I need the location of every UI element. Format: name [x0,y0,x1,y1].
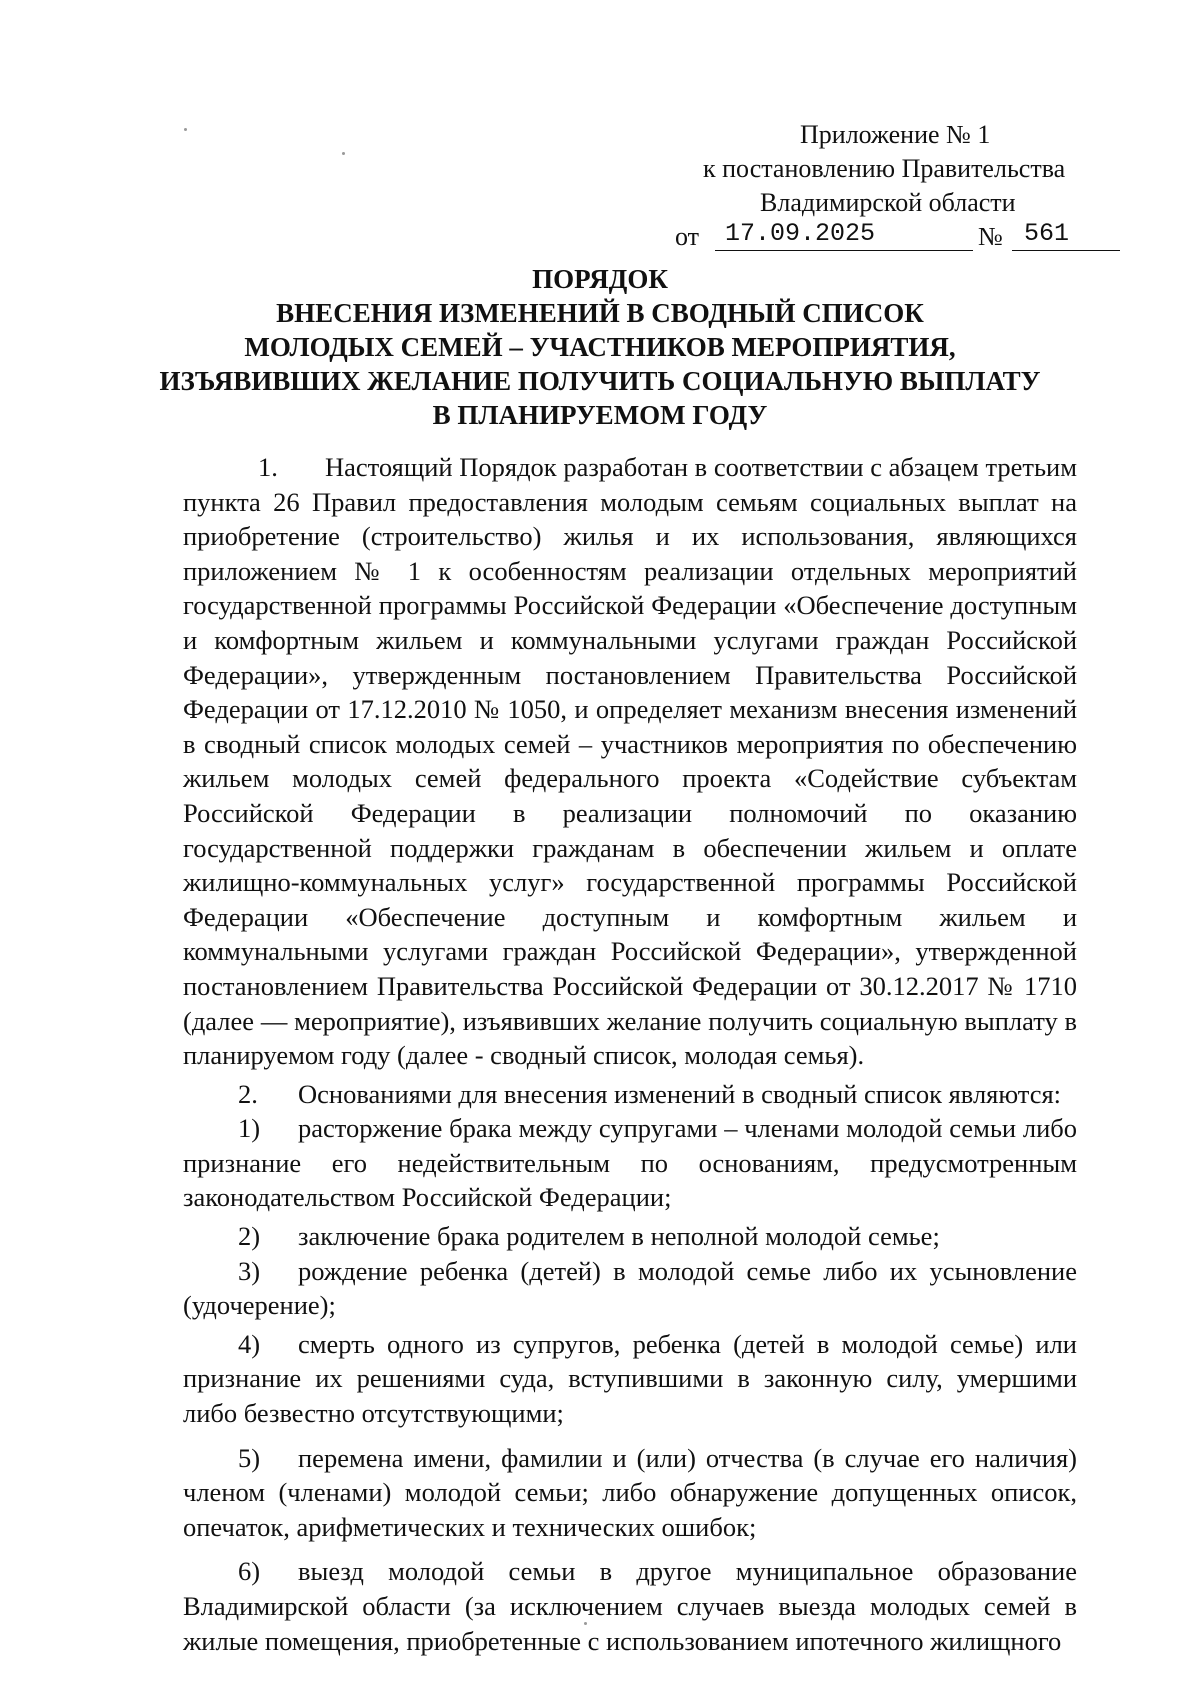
scan-speck [184,128,187,131]
paragraph-marker: 1. [258,452,278,482]
list-item-text: расторжение брака между супругами – членами молодой семьи либо признание его недействительным по основаниям, предусмотренным законодательством Российской Федерации; [183,1113,1077,1213]
list-item-1 [183,1111,1077,1215]
paragraph-1 [183,450,1077,1073]
list-item-text: смерть одного из супругов, ребенка (детей в молодой семье) или признание их решениями суда, вступившими в законную силу, умершими либо безвестно отсутствующими; [183,1328,1077,1429]
paragraph-text: Настоящий Порядок разработан в соответствии с абзацем третьим пункта 26 Правил предоставления молодым семьям социальных выплат на приобретение (строительство) жилья и их использования, являющихся приложением № 1 к особенностям реализации отдельных мероприятий государственной программы Российской Федерации «Обеспечение доступным и комфортным жильем и коммунальными услугами граждан Российской Федерации», утвержденным постановлением Правительства Российской Федерации от 17.12.2010 № 1050, и определяет механизм внесения изменений в сводный список молодых семей – участников мероприятия по обеспечению жильем молодых семей федерального проекта «Содействие субъектам Российской Федерации в реализации полномочий по оказанию государственной поддержки гражданам в обеспечении жильем и оплате жилищно-коммунальных услуг» государственной программы Российской Федерации «Обеспечение доступным и комфортным жильем и коммунальными услугами граждан Российской Федерации», утвержденной постановлением Правительства Российской Федерации от 30.12.2017 № 1710 (далее — мероприятие), изъявивших желание получить социальную выплату в планируемом году (далее - сводный список, молодая семья). [183,452,1077,1071]
title-line-4: ИЗЪЯВИВШИХ ЖЕЛАНИЕ ПОЛУЧИТЬ СОЦИАЛЬНУЮ ВЫПЛАТУ [159,366,1041,396]
resolution-number: 561 [1012,218,1120,251]
document-body [183,450,1077,1658]
list-item-marker: 1) [238,1113,261,1144]
appendix-region: Владимирской области [760,188,1016,217]
appendix-title: Приложение № 1 [800,120,991,149]
scan-speck [584,1622,587,1625]
title-line-3: МОЛОДЫХ СЕМЕЙ – УЧАСТНИКОВ МЕРОПРИЯТИЯ, [244,332,956,362]
list-item-text: выезд молодой семьи в другое муниципальное образование Владимирской области (за исключением случаев выезда молодых семей в жилые помещения, приобретенные с использованием ипотечного жилищного [183,1556,1077,1656]
title-line-2: ВНЕСЕНИЯ ИЗМЕНЕНИЙ В СВОДНЫЙ СПИСОК [276,298,924,328]
paragraph-marker: 2. [238,1078,258,1109]
list-item-marker: 5) [238,1442,261,1473]
list-item-6 [183,1554,1077,1658]
list-item-marker: 6) [238,1556,261,1587]
appendix-resolution: к постановлению Правительства [703,154,1066,183]
date-prefix: от [675,222,700,251]
document-title [150,262,1050,432]
list-item-text: рождение ребенка (детей) в молодой семье либо их усыновление (удочерение); [183,1255,1077,1321]
list-item-marker: 3) [238,1255,261,1286]
title-line-5: В ПЛАНИРУЕМОМ ГОДУ [432,400,768,430]
list-item-marker: 2) [238,1221,261,1252]
list-item-3 [183,1254,1077,1323]
scan-speck [342,152,345,155]
list-item-text: перемена имени, фамилии и (или) отчества (в случае его наличия) членом (членами) молодой семьи; либо обнаружение допущенных описок, опечаток, арифметических и технических ошибок; [183,1442,1077,1542]
list-item-text: заключение брака родителем в неполной молодой семье; [298,1221,940,1252]
appendix-date-line [640,220,1140,254]
list-item-2 [183,1219,1077,1254]
list-item-marker: 4) [238,1328,261,1359]
list-item-4 [183,1327,1077,1431]
number-sign: № [978,222,1003,251]
title-line-1: ПОРЯДОК [532,264,668,294]
resolution-date: 17.09.2025 [715,218,973,251]
paragraph-2 [183,1077,1077,1112]
list-item-5 [183,1441,1077,1545]
paragraph-text: Основаниями для внесения изменений в сводный список являются: [298,1078,1062,1109]
appendix-block [640,118,1140,254]
